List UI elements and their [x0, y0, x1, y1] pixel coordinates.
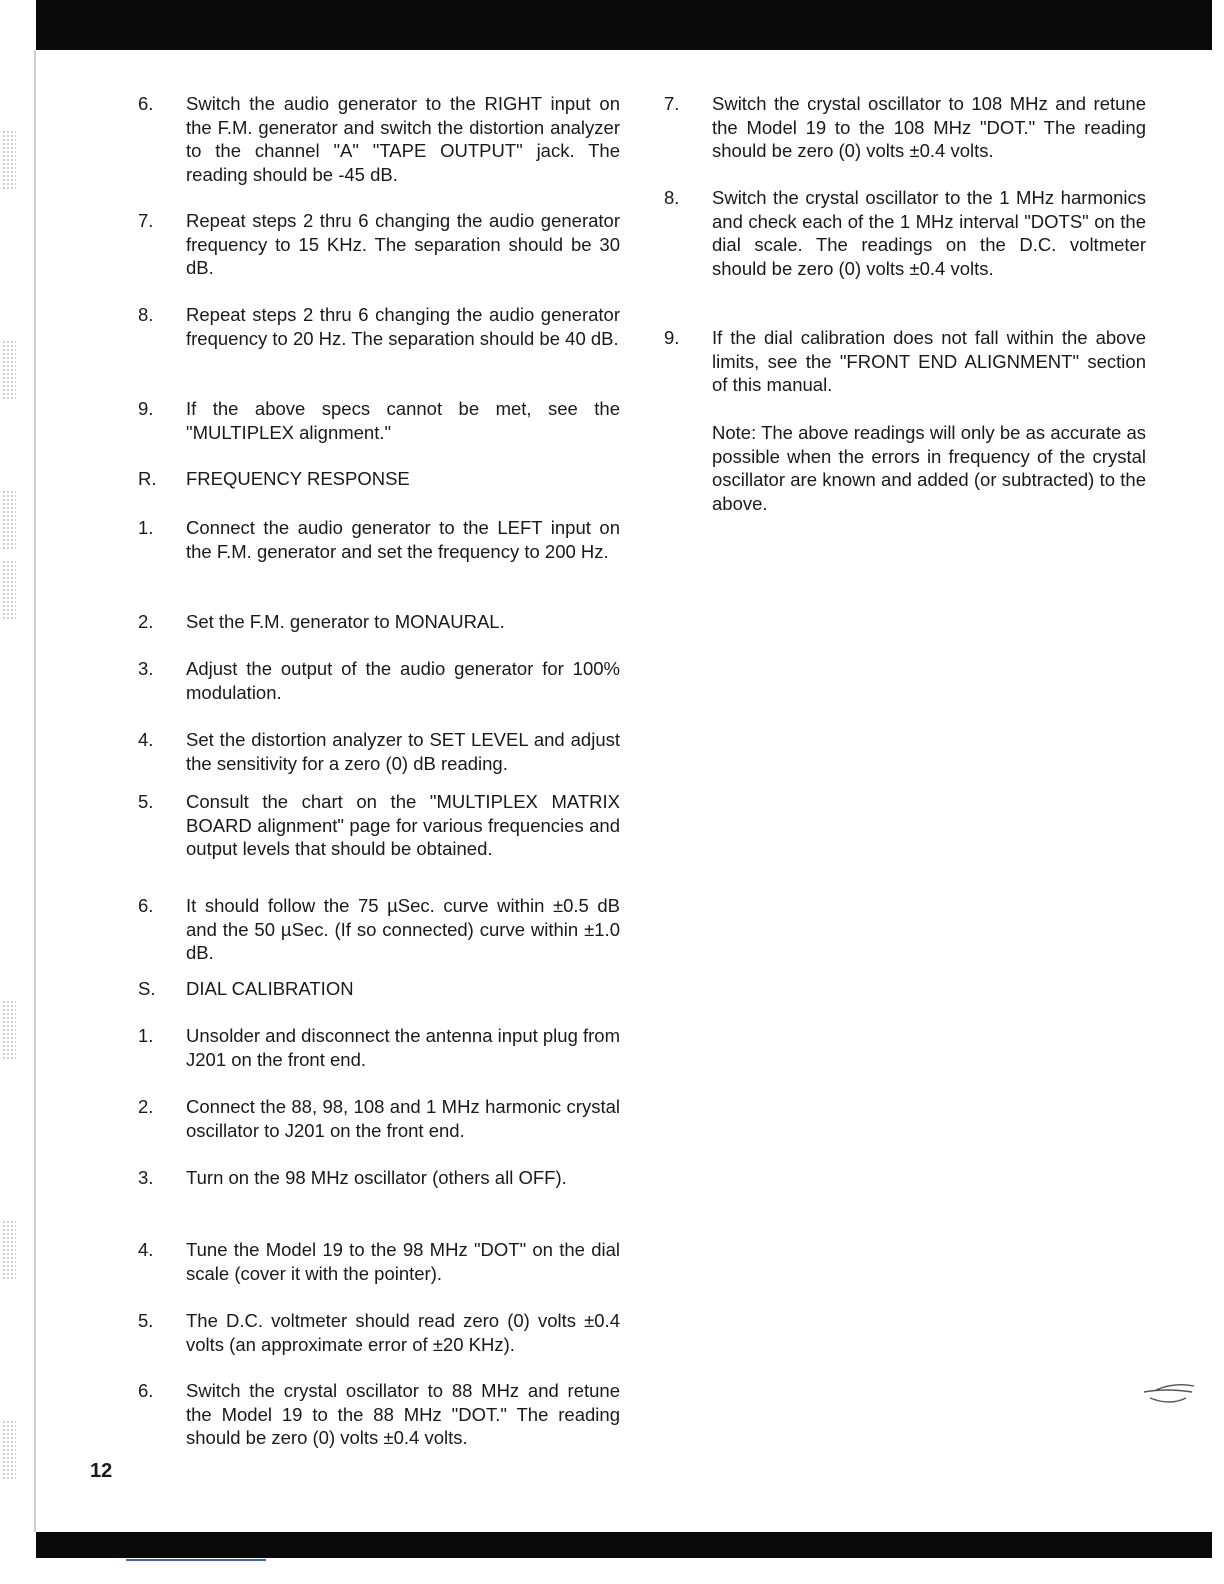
item-number: 6. — [138, 895, 154, 916]
item-text: Consult the chart on the "MULTIPLEX MATRIX BOARD alignment" page for various frequencies and output levels that should be obtained. — [186, 791, 620, 859]
blue-scan-line — [126, 1559, 266, 1561]
item-text: Adjust the output of the audio generator for 100% modulation. — [186, 658, 620, 703]
item-number: 2. — [138, 1096, 154, 1117]
item-text: Connect the audio generator to the LEFT input on the F.M. generator and set the frequency to 200 Hz. — [186, 517, 620, 562]
item-number: 1. — [138, 1025, 154, 1046]
item-number: 9. — [138, 398, 154, 419]
item-text: Connect the 88, 98, 108 and 1 MHz harmonic crystal oscillator to J201 on the front end. — [186, 1096, 620, 1141]
item-number: 4. — [138, 1239, 154, 1260]
section-letter: R. — [138, 468, 157, 489]
item-text: If the above specs cannot be met, see the "MULTIPLEX alignment." — [186, 398, 620, 443]
item-text: Switch the crystal oscillator to 108 MHz and retune the Model 19 to the 108 MHz "DOT." The reading should be zero (0) volts ±0.4 volts. — [712, 93, 1146, 161]
item-number: 6. — [138, 1380, 154, 1401]
top-border-bar — [36, 0, 1212, 50]
left-margin-rule — [34, 50, 36, 1532]
item-text: Unsolder and disconnect the antenna input plug from J201 on the front end. — [186, 1025, 621, 1070]
scan-noise — [2, 130, 16, 190]
item-number: 9. — [664, 327, 680, 348]
scan-noise — [2, 1000, 16, 1060]
item-text: Repeat steps 2 thru 6 changing the audio generator frequency to 15 KHz. The separation should be 30 dB. — [186, 210, 620, 278]
item-number: 3. — [138, 658, 154, 679]
item-number: 5. — [138, 791, 154, 812]
note-paragraph: Note: The above readings will only be as accurate as possible when the errors in frequency of the crystal oscillator are known and added (or subtracted) to the above. — [712, 422, 1146, 514]
item-number: 5. — [138, 1310, 154, 1331]
section-letter: S. — [138, 978, 156, 999]
scan-noise — [2, 1220, 16, 1280]
scan-noise — [2, 560, 16, 620]
item-number: 8. — [664, 187, 680, 208]
scan-noise — [2, 340, 16, 400]
item-number: 6. — [138, 93, 154, 114]
item-text: It should follow the 75 µSec. curve within ±0.5 dB and the 50 µSec. (If so connected) curve within ±1.0 dB. — [186, 895, 620, 963]
item-text: Repeat steps 2 thru 6 changing the audio generator frequency to 20 Hz. The separation should be 40 dB. — [186, 304, 620, 349]
item-number: 2. — [138, 611, 154, 632]
item-text: Tune the Model 19 to the 98 MHz "DOT" on the dial scale (cover it with the pointer). — [186, 1239, 620, 1284]
section-title: DIAL CALIBRATION — [186, 978, 354, 999]
item-text: Switch the audio generator to the RIGHT input on the F.M. generator and switch the distortion analyzer to the channel "A" "TAPE OUTPUT" jack. The reading should be -45 dB. — [186, 93, 620, 185]
section-title: FREQUENCY RESPONSE — [186, 468, 410, 489]
scan-noise — [2, 1420, 16, 1480]
item-text: Turn on the 98 MHz oscillator (others all OFF). — [186, 1167, 567, 1188]
item-text: Set the distortion analyzer to SET LEVEL and adjust the sensitivity for a zero (0) dB reading. — [186, 729, 620, 774]
item-text: Set the F.M. generator to MONAURAL. — [186, 611, 505, 632]
item-number: 7. — [664, 93, 680, 114]
bottom-border-bar — [36, 1532, 1212, 1558]
item-text: If the dial calibration does not fall within the above limits, see the "FRONT END ALIGNMENT" section of this manual. — [712, 327, 1146, 395]
item-text: Switch the crystal oscillator to 88 MHz and retune the Model 19 to the 88 MHz "DOT." The reading should be zero (0) volts ±0.4 volts. — [186, 1380, 620, 1448]
pen-mark — [1136, 1378, 1200, 1408]
page-number: 12 — [90, 1460, 113, 1482]
scan-noise — [2, 490, 16, 550]
item-text: The D.C. voltmeter should read zero (0) volts ±0.4 volts (an approximate error of ±20 KHz). — [186, 1310, 620, 1355]
item-number: 3. — [138, 1167, 154, 1188]
item-text: Switch the crystal oscillator to the 1 MHz harmonics and check each of the 1 MHz interval "DOTS" on the dial scale. The readings on the D.C. voltmeter should be zero (0) volts ±0.4 volts. — [712, 187, 1146, 279]
item-number: 4. — [138, 729, 154, 750]
item-number: 7. — [138, 210, 154, 231]
item-number: 1. — [138, 517, 154, 538]
item-number: 8. — [138, 304, 154, 325]
